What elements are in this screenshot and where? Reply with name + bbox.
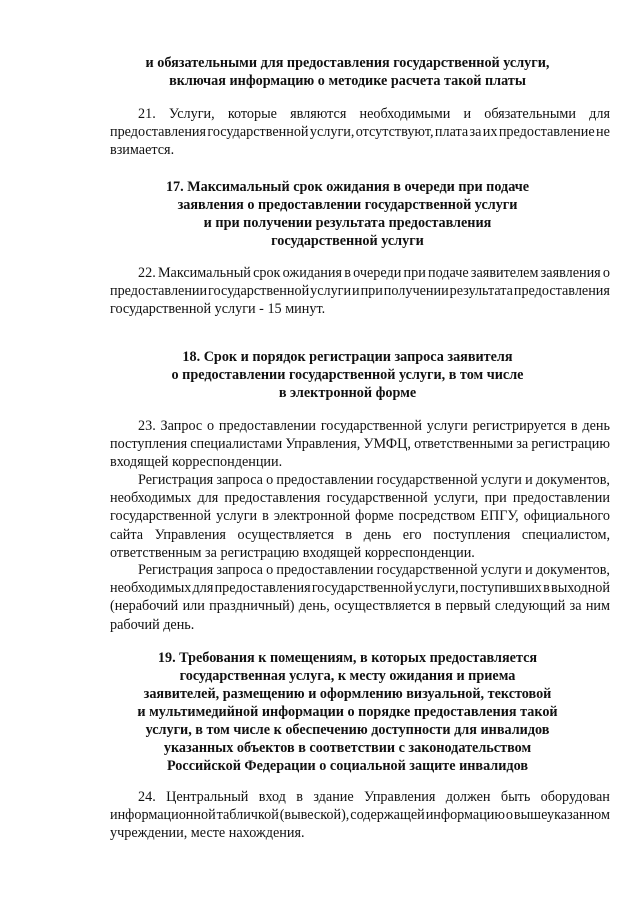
word: при xyxy=(360,283,383,300)
word: сайта xyxy=(110,526,144,543)
word: 24. xyxy=(138,789,156,805)
word: обязательными xyxy=(484,106,576,122)
word: официального xyxy=(523,508,610,525)
word: электронной xyxy=(273,508,351,525)
word: услуги, xyxy=(309,124,355,141)
word: 21. xyxy=(138,106,156,122)
paragraph-line: входящей корреспонденции. xyxy=(110,454,283,471)
paragraph-line: государственной услуги - 15 минут. xyxy=(110,301,326,318)
word: ожидания xyxy=(282,265,343,281)
heading-line: государственной услуги xyxy=(271,233,424,249)
word: предоставлении xyxy=(512,490,610,507)
word: за xyxy=(569,598,582,615)
paragraph-line xyxy=(110,471,610,489)
word: предоставлении xyxy=(276,472,374,488)
paragraph-line xyxy=(110,264,610,282)
paragraph-line xyxy=(110,507,610,525)
heading-line: заявителей, размещению и оформлению визуальной, текстовой xyxy=(143,686,552,702)
word: здание xyxy=(313,789,354,805)
word: о xyxy=(266,472,274,488)
word: государственной xyxy=(326,490,428,507)
word: выходной xyxy=(551,580,610,597)
word: осуществляется xyxy=(237,526,334,543)
paragraph-line xyxy=(110,597,610,615)
word: день xyxy=(363,526,392,543)
word: Максимальный xyxy=(157,265,251,281)
word: предоставлении xyxy=(218,418,317,434)
word: ответственными xyxy=(414,436,514,453)
word: в xyxy=(262,508,269,525)
word: вышеуказанном xyxy=(513,807,610,824)
word: праздничный) xyxy=(209,598,295,615)
heading-line: включая информацию о методике расчета такой платы xyxy=(169,73,526,89)
word: запроса xyxy=(216,562,263,578)
word: услуги xyxy=(216,508,258,525)
word: и xyxy=(525,472,533,488)
heading-line: и при получении результата предоставления xyxy=(203,215,492,231)
heading-line: государственная услуга, к месту ожидания и приема xyxy=(179,668,516,684)
word: поступления xyxy=(433,526,511,543)
word: услуги, xyxy=(433,490,479,507)
word: необходимыми xyxy=(359,106,451,122)
word: в xyxy=(570,418,578,434)
word: УМФЦ, xyxy=(363,436,411,453)
word: Регистрация xyxy=(138,562,214,578)
heading-line: 19. Требования к помещениям, в которых предоставляется xyxy=(157,650,538,666)
word: о xyxy=(602,265,610,281)
word: услуги xyxy=(480,562,522,578)
word: регистрацию xyxy=(531,436,610,453)
paragraph-line xyxy=(110,435,610,453)
word: для xyxy=(197,490,219,507)
word: результата xyxy=(449,283,513,300)
word: государственной xyxy=(320,418,422,434)
word: предоставлении xyxy=(110,283,208,300)
word: заявления xyxy=(540,265,601,281)
word: государственной xyxy=(207,124,309,141)
paragraph-line xyxy=(110,561,610,579)
paragraph-line xyxy=(110,788,610,806)
word: Регистрация xyxy=(138,472,214,488)
paragraph-24 xyxy=(110,788,610,843)
word: предоставления xyxy=(513,283,610,300)
paragraph-line xyxy=(110,282,610,300)
word: предоставлении xyxy=(276,562,374,578)
paragraph-line xyxy=(110,417,610,435)
paragraph-line xyxy=(110,105,610,123)
word: при xyxy=(484,490,507,507)
word: государственной xyxy=(208,283,310,300)
word: вход xyxy=(258,789,286,805)
word: о xyxy=(207,418,215,434)
word: необходимых xyxy=(110,580,192,597)
word: получении xyxy=(383,283,449,300)
word: услуги xyxy=(480,472,522,488)
word: оборудован xyxy=(540,789,610,805)
word: Центральный xyxy=(166,789,249,805)
word: и xyxy=(352,283,360,300)
word: срок xyxy=(253,265,281,281)
paragraph-22 xyxy=(110,264,610,319)
paragraph-line: рабочий день. xyxy=(110,616,195,633)
paragraph-21 xyxy=(110,105,610,160)
word: Управления xyxy=(154,526,226,543)
word: 22. xyxy=(138,265,156,281)
word: (вывеской), xyxy=(279,807,350,824)
word: запроса xyxy=(216,472,263,488)
word: специалистами xyxy=(190,436,283,453)
word: для xyxy=(589,106,610,122)
word: в xyxy=(344,265,351,281)
word: в xyxy=(296,789,303,805)
word: день xyxy=(582,418,610,434)
heading-line: и обязательными для предоставления государственной услуги, xyxy=(145,55,550,71)
word: государственной xyxy=(110,508,212,525)
word: предоставления xyxy=(214,580,311,597)
word: должен xyxy=(445,789,491,805)
word: при xyxy=(403,265,426,281)
word: специалистом, xyxy=(521,526,610,543)
word: предоставления xyxy=(224,490,321,507)
word: ним xyxy=(585,598,610,615)
word: 23. xyxy=(138,418,156,434)
paragraph-line xyxy=(110,806,610,824)
word: государственной xyxy=(376,562,478,578)
heading-line: указанных объектов в соответствии с законодательством xyxy=(163,740,532,756)
word: документов, xyxy=(535,472,610,488)
word: Управления xyxy=(364,789,436,805)
paragraph-line xyxy=(110,489,610,507)
paragraph-line xyxy=(110,526,610,544)
word: услуги xyxy=(310,283,352,300)
word: быть xyxy=(500,789,531,805)
word: информационной xyxy=(110,807,216,824)
paragraph-line: учреждении, месте нахождения. xyxy=(110,825,305,842)
word: осуществляется xyxy=(334,598,431,615)
heading-line: в электронной форме xyxy=(278,385,417,401)
word: следующий xyxy=(494,598,566,615)
word: первый xyxy=(445,598,491,615)
word: их xyxy=(482,124,498,141)
word: необходимых xyxy=(110,490,192,507)
heading-line: и мультимедийной информации о порядке предоставления такой xyxy=(137,704,558,720)
word: регистрируется xyxy=(472,418,567,434)
word: за xyxy=(516,436,529,453)
word: в xyxy=(345,526,353,543)
word: посредством xyxy=(398,508,476,525)
word: и xyxy=(463,106,472,122)
word: (нерабочий xyxy=(110,598,179,615)
paragraph-line xyxy=(110,579,610,597)
section-19-heading xyxy=(110,649,585,775)
word: Услуги, xyxy=(168,106,215,122)
word: не xyxy=(596,124,610,141)
word: табличкой xyxy=(216,807,279,824)
word: информацию xyxy=(425,807,506,824)
heading-line: 18. Срок и порядок регистрации запроса заявителя xyxy=(182,349,513,365)
word: или xyxy=(182,598,205,615)
word: являются xyxy=(290,106,347,122)
heading-line: о предоставлении государственной услуги, в том числе xyxy=(171,367,524,383)
word: Запрос xyxy=(160,418,203,434)
heading-line: услуги, в том числе к обеспечению доступности для инвалидов xyxy=(145,722,550,738)
word: услуги xyxy=(426,418,468,434)
word: его xyxy=(402,526,422,543)
word: и xyxy=(525,562,533,578)
word: государственной xyxy=(311,580,413,597)
paragraph-line: ответственным за регистрацию входящей корреспонденции. xyxy=(110,544,475,561)
paragraph-23 xyxy=(110,417,610,472)
word: которые xyxy=(227,106,277,122)
word: за xyxy=(469,124,482,141)
heading-line: Российской Федерации о социальной защите инвалидов xyxy=(166,758,529,774)
heading-line: 17. Максимальный срок ожидания в очереди при подаче xyxy=(165,179,530,195)
heading-line: заявления о предоставлении государственной услуги xyxy=(177,197,518,213)
word: государственной xyxy=(376,472,478,488)
word: услуги, xyxy=(414,580,459,597)
paragraph-line xyxy=(110,123,610,141)
paragraph-23-registration-holidays xyxy=(110,561,610,634)
paragraph-line: взимается. xyxy=(110,142,175,159)
word: в xyxy=(434,598,442,615)
word: о xyxy=(505,807,514,824)
section-17-heading xyxy=(110,178,585,250)
word: о xyxy=(266,562,274,578)
section-18-heading xyxy=(110,348,585,402)
word: для xyxy=(192,580,214,597)
word: плата xyxy=(434,124,469,141)
word: содержащей xyxy=(350,807,425,824)
word: отсутствуют, xyxy=(355,124,434,141)
word: день, xyxy=(298,598,330,615)
word: подаче xyxy=(428,265,469,281)
word: документов, xyxy=(535,562,610,578)
word: ЕПГУ, xyxy=(480,508,519,525)
word: очереди xyxy=(353,265,402,281)
word: предоставление xyxy=(498,124,595,141)
word: заявителем xyxy=(470,265,539,281)
word: Управления, xyxy=(285,436,361,453)
word: форме xyxy=(355,508,394,525)
word: поступления xyxy=(110,436,188,453)
section-16-heading-continuation xyxy=(110,54,585,90)
word: поступивших xyxy=(459,580,542,597)
word: в xyxy=(543,580,550,597)
paragraph-23-registration-electronic xyxy=(110,471,610,562)
word: предоставления xyxy=(110,124,207,141)
